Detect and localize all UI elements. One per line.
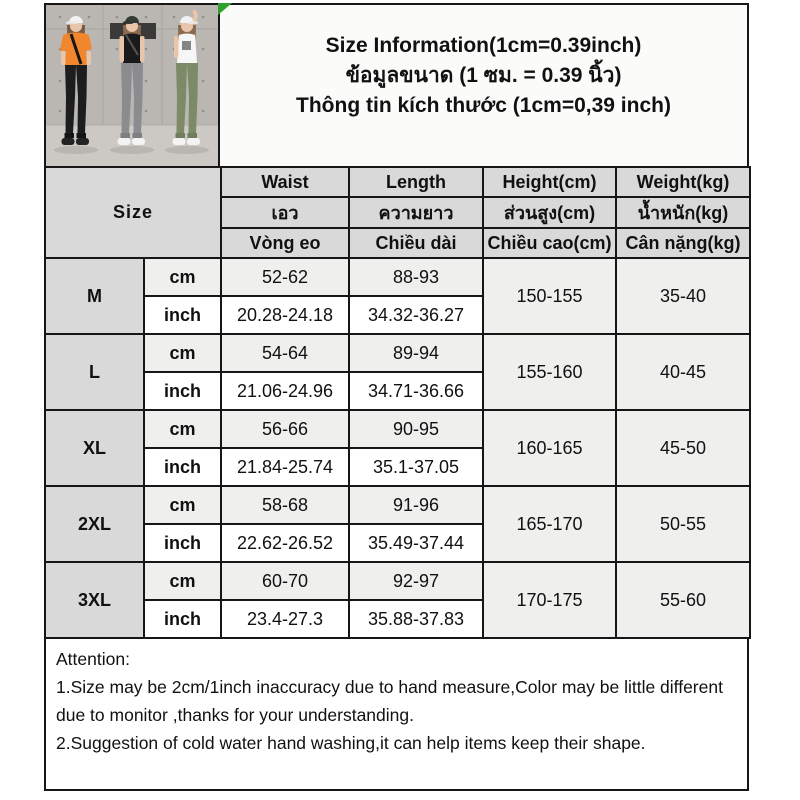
size-table — [44, 166, 751, 639]
size-label-m: M — [45, 258, 144, 334]
height-value: 165-170 — [483, 486, 616, 562]
header-height-en: Height(cm) — [483, 167, 616, 197]
waist-cm-value: 58-68 — [221, 486, 349, 524]
header-waist-en: Waist — [221, 167, 349, 197]
unit-inch: inch — [144, 524, 221, 562]
waist-cm-value: 54-64 — [221, 334, 349, 372]
waist-inch-value: 22.62-26.52 — [221, 524, 349, 562]
weight-value: 45-50 — [616, 410, 750, 486]
height-value: 160-165 — [483, 410, 616, 486]
unit-inch: inch — [144, 600, 221, 638]
product-photo-illustration — [46, 5, 218, 166]
length-cm-value: 92-97 — [349, 562, 483, 600]
waist-inch-value: 23.4-27.3 — [221, 600, 349, 638]
size-chart-page — [44, 3, 749, 791]
weight-value: 40-45 — [616, 334, 750, 410]
weight-value: 55-60 — [616, 562, 750, 638]
unit-cm: cm — [144, 258, 221, 296]
waist-inch-value: 20.28-24.18 — [221, 296, 349, 334]
weight-value: 50-55 — [616, 486, 750, 562]
waist-cm-value: 56-66 — [221, 410, 349, 448]
green-corner-marker — [218, 3, 232, 15]
waist-inch-value: 21.84-25.74 — [221, 448, 349, 486]
length-inch-value: 35.1-37.05 — [349, 448, 483, 486]
unit-inch: inch — [144, 372, 221, 410]
product-photo — [44, 3, 220, 168]
size-label-3xl: 3XL — [45, 562, 144, 638]
length-cm-value: 88-93 — [349, 258, 483, 296]
length-cm-value: 90-95 — [349, 410, 483, 448]
header-length-vi: Chiều dài — [349, 228, 483, 258]
size-label-l: L — [45, 334, 144, 410]
top-row — [44, 3, 749, 168]
header-weight-vi: Cân nặng(kg) — [616, 228, 750, 258]
size-label-xl: XL — [45, 410, 144, 486]
header-waist-vi: Vòng eo — [221, 228, 349, 258]
size-info-title-panel — [218, 3, 749, 168]
height-value: 155-160 — [483, 334, 616, 410]
length-cm-value: 91-96 — [349, 486, 483, 524]
title-vietnamese: Thông tin kích thước (1cm=0,39 inch) — [296, 94, 671, 117]
unit-cm: cm — [144, 410, 221, 448]
height-value: 150-155 — [483, 258, 616, 334]
unit-cm: cm — [144, 562, 221, 600]
length-inch-value: 34.71-36.66 — [349, 372, 483, 410]
attention-notes — [44, 637, 749, 791]
size-corner-header: Size — [45, 167, 221, 258]
attention-heading: Attention: — [56, 649, 130, 669]
attention-note-1: 1.Size may be 2cm/1inch inaccuracy due to hand measure,Color may be little different due to monitor ,thanks for your understanding. — [56, 677, 723, 725]
height-value: 170-175 — [483, 562, 616, 638]
attention-note-2: 2.Suggestion of cold water hand washing,it can help items keep their shape. — [56, 733, 646, 753]
unit-inch: inch — [144, 448, 221, 486]
unit-cm: cm — [144, 486, 221, 524]
header-length-en: Length — [349, 167, 483, 197]
size-label-2xl: 2XL — [45, 486, 144, 562]
unit-cm: cm — [144, 334, 221, 372]
header-weight-th: น้ำหนัก(kg) — [616, 197, 750, 228]
waist-cm-value: 52-62 — [221, 258, 349, 296]
length-cm-value: 89-94 — [349, 334, 483, 372]
length-inch-value: 35.88-37.83 — [349, 600, 483, 638]
title-english: Size Information(1cm=0.39inch) — [325, 34, 642, 57]
length-inch-value: 35.49-37.44 — [349, 524, 483, 562]
header-height-vi: Chiều cao(cm) — [483, 228, 616, 258]
header-height-th: ส่วนสูง(cm) — [483, 197, 616, 228]
header-length-th: ความยาว — [349, 197, 483, 228]
length-inch-value: 34.32-36.27 — [349, 296, 483, 334]
header-weight-en: Weight(kg) — [616, 167, 750, 197]
title-thai: ข้อมูลขนาด (1 ซม. = 0.39 นิ้ว) — [345, 64, 622, 87]
header-waist-th: เอว — [221, 197, 349, 228]
waist-cm-value: 60-70 — [221, 562, 349, 600]
waist-inch-value: 21.06-24.96 — [221, 372, 349, 410]
unit-inch: inch — [144, 296, 221, 334]
weight-value: 35-40 — [616, 258, 750, 334]
